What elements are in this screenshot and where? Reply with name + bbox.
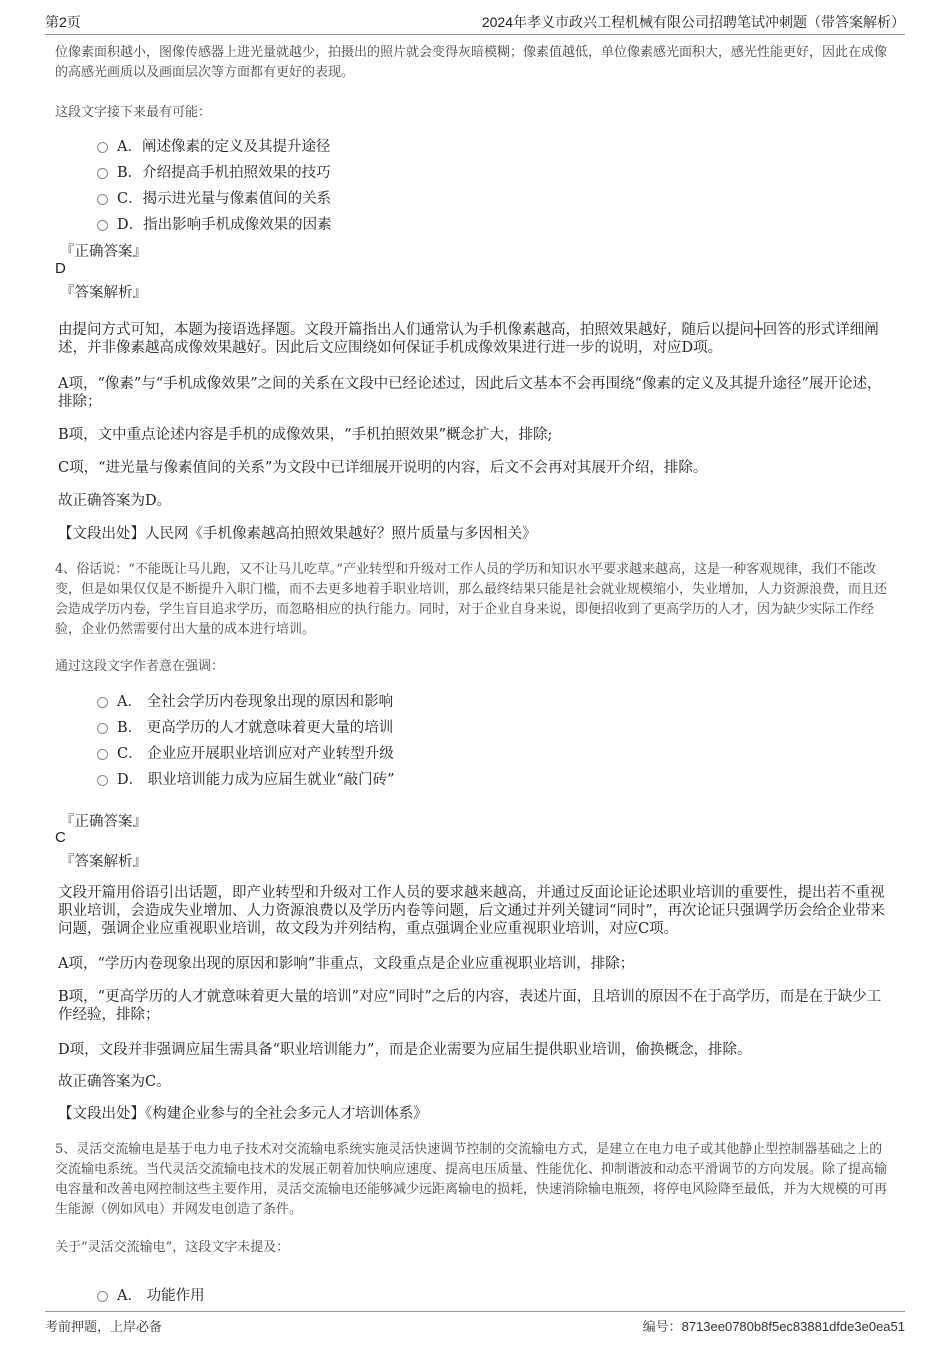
q3-prompt: 这段文字接下来最有可能： <box>55 105 212 120</box>
q5-option-a[interactable] <box>97 1284 205 1305</box>
radio-icon[interactable] <box>97 168 108 179</box>
q4-option-b-label: B． 更高学历的人才就意味着更大量的培训 <box>117 720 394 736</box>
q3-option-c[interactable] <box>97 187 331 208</box>
q4-option-d[interactable] <box>97 768 395 789</box>
q3-answer: D <box>55 260 66 277</box>
q3-analysis-para-5: 故正确答案为D。 <box>58 493 172 509</box>
q5-option-a-label: A． 功能作用 <box>117 1288 205 1304</box>
q3-option-a[interactable] <box>97 135 330 156</box>
q4-option-d-label: D． 职业培训能力成为应届生就业“敲门砖” <box>117 772 395 788</box>
radio-icon[interactable] <box>97 220 108 231</box>
q4-answer-label: 『正确答案』 <box>60 814 147 830</box>
page-number: 第2页 <box>45 14 81 30</box>
q4-option-c-label: C． 企业应开展职业培训应对产业转型升级 <box>117 746 394 762</box>
document-title: 2024年孝义市政兴工程机械有限公司招聘笔试冲刺题（带答案解析） <box>481 14 905 30</box>
q4-option-a[interactable] <box>97 690 393 711</box>
q3-option-d[interactable] <box>97 213 332 234</box>
q3-analysis-para-4: C项，“进光量与像素值间的关系”为文段中已详细展开说明的内容，后文不会再对其展开介绍，排除。 <box>58 460 708 476</box>
radio-icon[interactable] <box>97 723 108 734</box>
q3-option-d-label: D．指出影响手机成像效果的因素 <box>117 217 332 233</box>
q4-source: 【文段出处】《构建企业参与的全社会多元人才培训体系》 <box>58 1106 428 1122</box>
q4-answer: C <box>55 829 66 846</box>
q4-analysis-para-3: B项，“更高学历的人才就意味着更大量的培训”对应“同时”之后的内容，表述片面，且培训的原因不在于高学历，而是在于缺少工作经验，排除； <box>58 989 882 1023</box>
q4-option-c[interactable] <box>97 742 394 763</box>
q3-analysis-para-3: B项，文中重点论述内容是手机的成像效果，“手机拍照效果”概念扩大，排除; <box>58 427 553 443</box>
header-divider <box>45 34 905 35</box>
q3-option-b-label: B．介绍提高手机拍照效果的技巧 <box>117 165 331 181</box>
q4-analysis-para-5: 故正确答案为C。 <box>58 1074 171 1090</box>
radio-icon[interactable] <box>97 697 108 708</box>
q3-source: 【文段出处】人民网《手机像素越高拍照效果越好？照片质量与多因相关》 <box>58 526 537 542</box>
q4-option-b[interactable] <box>97 716 393 737</box>
q4-option-a-label: A． 全社会学历内卷现象出现的原因和影响 <box>117 694 394 710</box>
q3-analysis-para-1: 由提问方式可知，本题为接语选择题。文段开篇指出人们通常认为手机像素越高，拍照效果越好，随后以提问┼回答的形式详细阐述，并非像素越高成像效果越好。因此后文应围绕如何保证手机成像效果进行进一步的说明，对应D项。 <box>58 322 879 356</box>
q4-analysis-label: 『答案解析』 <box>60 854 147 870</box>
q4-passage: 4、俗话说：“不能既让马儿跑，又不让马儿吃草。”产业转型和升级对工作人员的学历和知识水平要求越来越高，这是一种客观规律，我们不能改变，但是如果仅仅是不断提升入职门槛，而不去更多地着手职业培训，那么最终结果只能是社会就业规模缩小，失业增加，人力资源浪费，而且还会造成学历内卷，学生盲目追求学历，而忽略相应的执行能力。同时，对于企业自身来说，即便招收到了更高学历的人才，因为缺少实际工作经验，企业仍然需要付出大量的成本进行培训。 <box>55 562 888 637</box>
q3-passage: 位像素面积越小，图像传感器上进光量就越少，拍摄出的照片就会变得灰暗模糊；像素值越低，单位像素感光面积大，感光性能更好，因此在成像的高感光画质以及画面层次等方面都有更好的表现。 <box>55 45 888 80</box>
q4-analysis-para-1: 文段开篇用俗语引出话题，即产业转型和升级对工作人员的要求越来越高，并通过反面论证论述职业培训的重要性，提出若不重视职业培训，会造成失业增加、人力资源浪费以及学历内卷等问题，后文通过并列关键词“同时”，再次论证只强调学历会给企业带来问题，强调企业应重视职业培训，故文段为并列结构，重点强调企业应重视职业培训，对应C项。 <box>58 885 885 937</box>
document-id: 编号：8713ee0780b8f5ec83881dfde3e0ea51 <box>642 1319 905 1334</box>
q3-option-b[interactable] <box>97 161 331 182</box>
q4-prompt: 通过这段文字作者意在强调： <box>55 659 225 674</box>
q5-prompt: 关于“灵活交流输电”，这段文字未提及： <box>55 1240 290 1255</box>
radio-icon[interactable] <box>97 749 108 760</box>
q5-passage: 5、灵活交流输电是基于电力电子技术对交流输电系统实施灵活快速调节控制的交流输电方式，是建立在电力电子或其他静止型控制器基础之上的交流输电系统。当代灵活交流输电技术的发展正朝着加快响应速度、提高电压质量、性能优化、抑制谐波和动态平滑调节的方向发展。除了提高输电容量和改善电网控制这些主要作用，灵活交流输电还能够减少远距离输电的损耗，快速消除输电瓶颈，将停电风险降至最低，并为大规模的可再生能源（例如风电）并网发电创造了条件。 <box>55 1142 888 1217</box>
radio-icon[interactable] <box>97 1291 108 1302</box>
q3-option-a-label: A．阐述像素的定义及其提升途径 <box>117 139 331 155</box>
q4-analysis-para-4: D项，文段并非强调应届生需具备“职业培训能力”，而是企业需要为应届生提供职业培训，偷换概念，排除。 <box>58 1042 752 1058</box>
q3-option-c-label: C．揭示进光量与像素值间的关系 <box>117 191 332 207</box>
footer-divider <box>45 1311 905 1312</box>
footer-slogan: 考前押题，上岸必备 <box>45 1320 163 1335</box>
radio-icon[interactable] <box>97 142 108 153</box>
q3-answer-label: 『正确答案』 <box>60 244 147 260</box>
q3-analysis-label: 『答案解析』 <box>60 285 147 301</box>
radio-icon[interactable] <box>97 775 108 786</box>
radio-icon[interactable] <box>97 194 108 205</box>
q3-analysis-para-2: A项，“像素”与“手机成像效果”之间的关系在文段中已经论述过，因此后文基本不会再围绕“像素的定义及其提升途径”展开论述，排除； <box>58 376 882 410</box>
q4-analysis-para-2: A项，“学历内卷现象出现的原因和影响”非重点，文段重点是企业应重视职业培训，排除； <box>58 956 635 972</box>
